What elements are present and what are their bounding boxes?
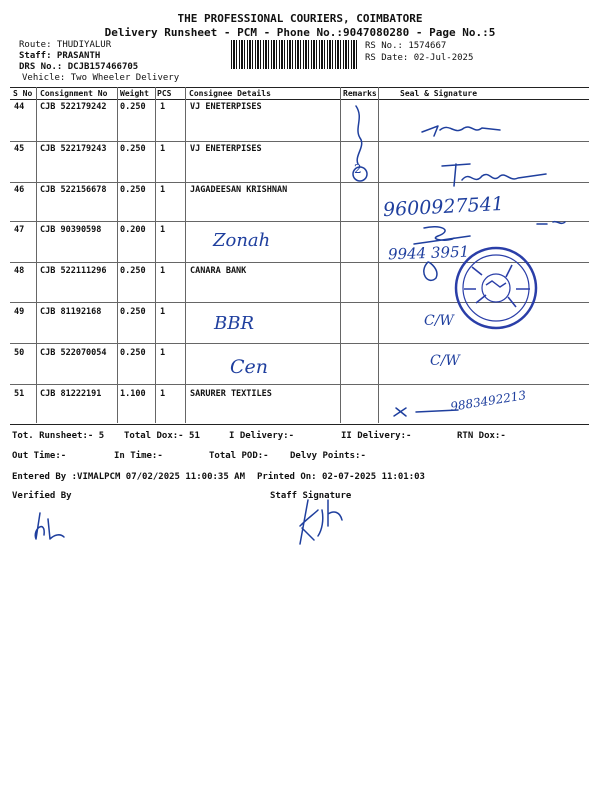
header-remarks: Remarks <box>343 89 377 98</box>
table-top-rule <box>10 87 589 88</box>
signature-scribble-row-51 <box>392 398 462 422</box>
row-consignee: CANARA BANK <box>190 266 247 276</box>
row-weight: 1.100 <box>120 389 146 399</box>
verified-by-signature <box>30 505 70 545</box>
staff-signature <box>288 496 358 548</box>
runsheet-title: Delivery Runsheet - PCM - Phone No.:9047080280 - Page No.:5 <box>104 26 496 39</box>
delivery-points: Delvy Points:- <box>290 451 366 461</box>
signature-scribble-row-45 <box>440 160 550 194</box>
header-seal-signature: Seal & Signature <box>400 89 478 98</box>
row-consignee: VJ ENETERPISES <box>190 102 262 112</box>
table-bottom-rule <box>10 424 589 425</box>
rs-number: RS No.: 1574667 <box>365 41 447 51</box>
row-pcs: 1 <box>160 389 166 399</box>
out-time: Out Time:- <box>12 451 67 461</box>
row-consignee: JAGADEESAN KRISHNAN <box>190 185 288 195</box>
handwritten-cw-row-49: C/W <box>424 313 454 329</box>
total-dox: Total Dox:- 51 <box>124 431 200 441</box>
row-pcs: 1 <box>160 102 166 112</box>
total-runsheet: Tot. Runsheet:- 5 <box>12 431 105 441</box>
handwritten-name-row-50: Cen <box>230 356 269 378</box>
drs-number: DRS No.: DCJB157466705 <box>19 62 139 72</box>
remarks-scribble-row-51 <box>535 218 575 230</box>
row-weight: 0.250 <box>120 144 146 154</box>
ii-delivery: II Delivery:- <box>341 431 412 441</box>
header-consignee: Consignee Details <box>189 89 271 98</box>
row-consignment: CJB 522111296 <box>40 266 107 276</box>
row-divider <box>10 384 589 385</box>
row-sno: 44 <box>14 102 25 112</box>
row-consignment: CJB 81222191 <box>40 389 102 399</box>
row-sno: 51 <box>14 389 25 399</box>
row-pcs: 1 <box>160 266 166 276</box>
in-time: In Time:- <box>114 451 163 461</box>
row-consignment: CJB 90390598 <box>40 225 102 235</box>
column-divider <box>155 87 156 423</box>
row-divider <box>10 141 589 142</box>
column-divider <box>36 87 37 423</box>
row-consignment: CJB 522156678 <box>40 185 107 195</box>
header-sno: S No <box>13 89 33 98</box>
handwritten-name-row-49: BBR <box>214 313 255 334</box>
row-consignment: CJB 522179242 <box>40 102 107 112</box>
row-weight: 0.250 <box>120 185 146 195</box>
staff-label: Staff: PRASANTH <box>19 51 101 61</box>
row-weight: 0.200 <box>120 225 146 235</box>
company-seal-stamp <box>452 245 542 331</box>
handwritten-phone-row-47: 9944 3951 <box>387 242 470 264</box>
column-divider <box>340 87 341 423</box>
i-delivery: I Delivery:- <box>229 431 295 441</box>
signature-scribble-row-44 <box>420 120 510 140</box>
row-pcs: 1 <box>160 185 166 195</box>
header-consignment: Consignment No <box>40 89 108 98</box>
row-pcs: 1 <box>160 348 166 358</box>
row-sno: 49 <box>14 307 25 317</box>
barcode <box>231 40 359 69</box>
handwritten-cw-row-50: C/W <box>430 353 460 369</box>
row-consignment: CJB 522179243 <box>40 144 107 154</box>
route-label: Route: THUDIYALUR <box>19 40 112 50</box>
row-divider <box>10 343 589 344</box>
handwritten-phone-row-51: 9883492213 <box>449 388 527 414</box>
row-consignee: SARURER TEXTILES <box>190 389 272 399</box>
column-divider <box>185 87 186 423</box>
table-header-rule <box>10 99 589 100</box>
row-sno: 50 <box>14 348 25 358</box>
entered-by: Entered By :VIMALPCM 07/02/2025 11:00:35 AM <box>12 472 245 482</box>
row-consignment: CJB 81192168 <box>40 307 102 317</box>
total-pod: Total POD:- <box>209 451 269 461</box>
row-divider <box>10 221 589 222</box>
row-weight: 0.250 <box>120 102 146 112</box>
header-pcs: PCS <box>157 89 172 98</box>
rtn-dox: RTN Dox:- <box>457 431 506 441</box>
remarks-scribble-row-44 <box>348 104 374 184</box>
column-divider <box>378 87 379 423</box>
row-weight: 0.250 <box>120 266 146 276</box>
row-sno: 47 <box>14 225 25 235</box>
column-divider <box>117 87 118 423</box>
row-pcs: 1 <box>160 225 166 235</box>
row-weight: 0.250 <box>120 348 146 358</box>
staff-signature-label: Staff Signature <box>270 491 352 501</box>
row-consignment: CJB 522070054 <box>40 348 107 358</box>
row-sno: 45 <box>14 144 25 154</box>
header-weight: Weight <box>120 89 149 98</box>
row-sno: 48 <box>14 266 25 276</box>
row-consignee: VJ ENETERPISES <box>190 144 262 154</box>
company-name: THE PROFESSIONAL COURIERS, COIMBATORE <box>177 12 423 25</box>
row-weight: 0.250 <box>120 307 146 317</box>
handwritten-name-row-47: Zonah <box>213 230 271 251</box>
row-sno: 46 <box>14 185 25 195</box>
handwritten-phone-row-46: 9600927541 <box>382 192 505 222</box>
row-pcs: 1 <box>160 144 166 154</box>
verified-by-label: Verified By <box>12 491 72 501</box>
row-pcs: 1 <box>160 307 166 317</box>
handwritten-remark-row-45: 2 <box>354 162 362 176</box>
vehicle-label: Vehicle: Two Wheeler Delivery <box>22 73 180 83</box>
rs-date: RS Date: 02-Jul-2025 <box>365 53 474 63</box>
printed-on: Printed On: 02-07-2025 11:01:03 <box>257 472 425 482</box>
